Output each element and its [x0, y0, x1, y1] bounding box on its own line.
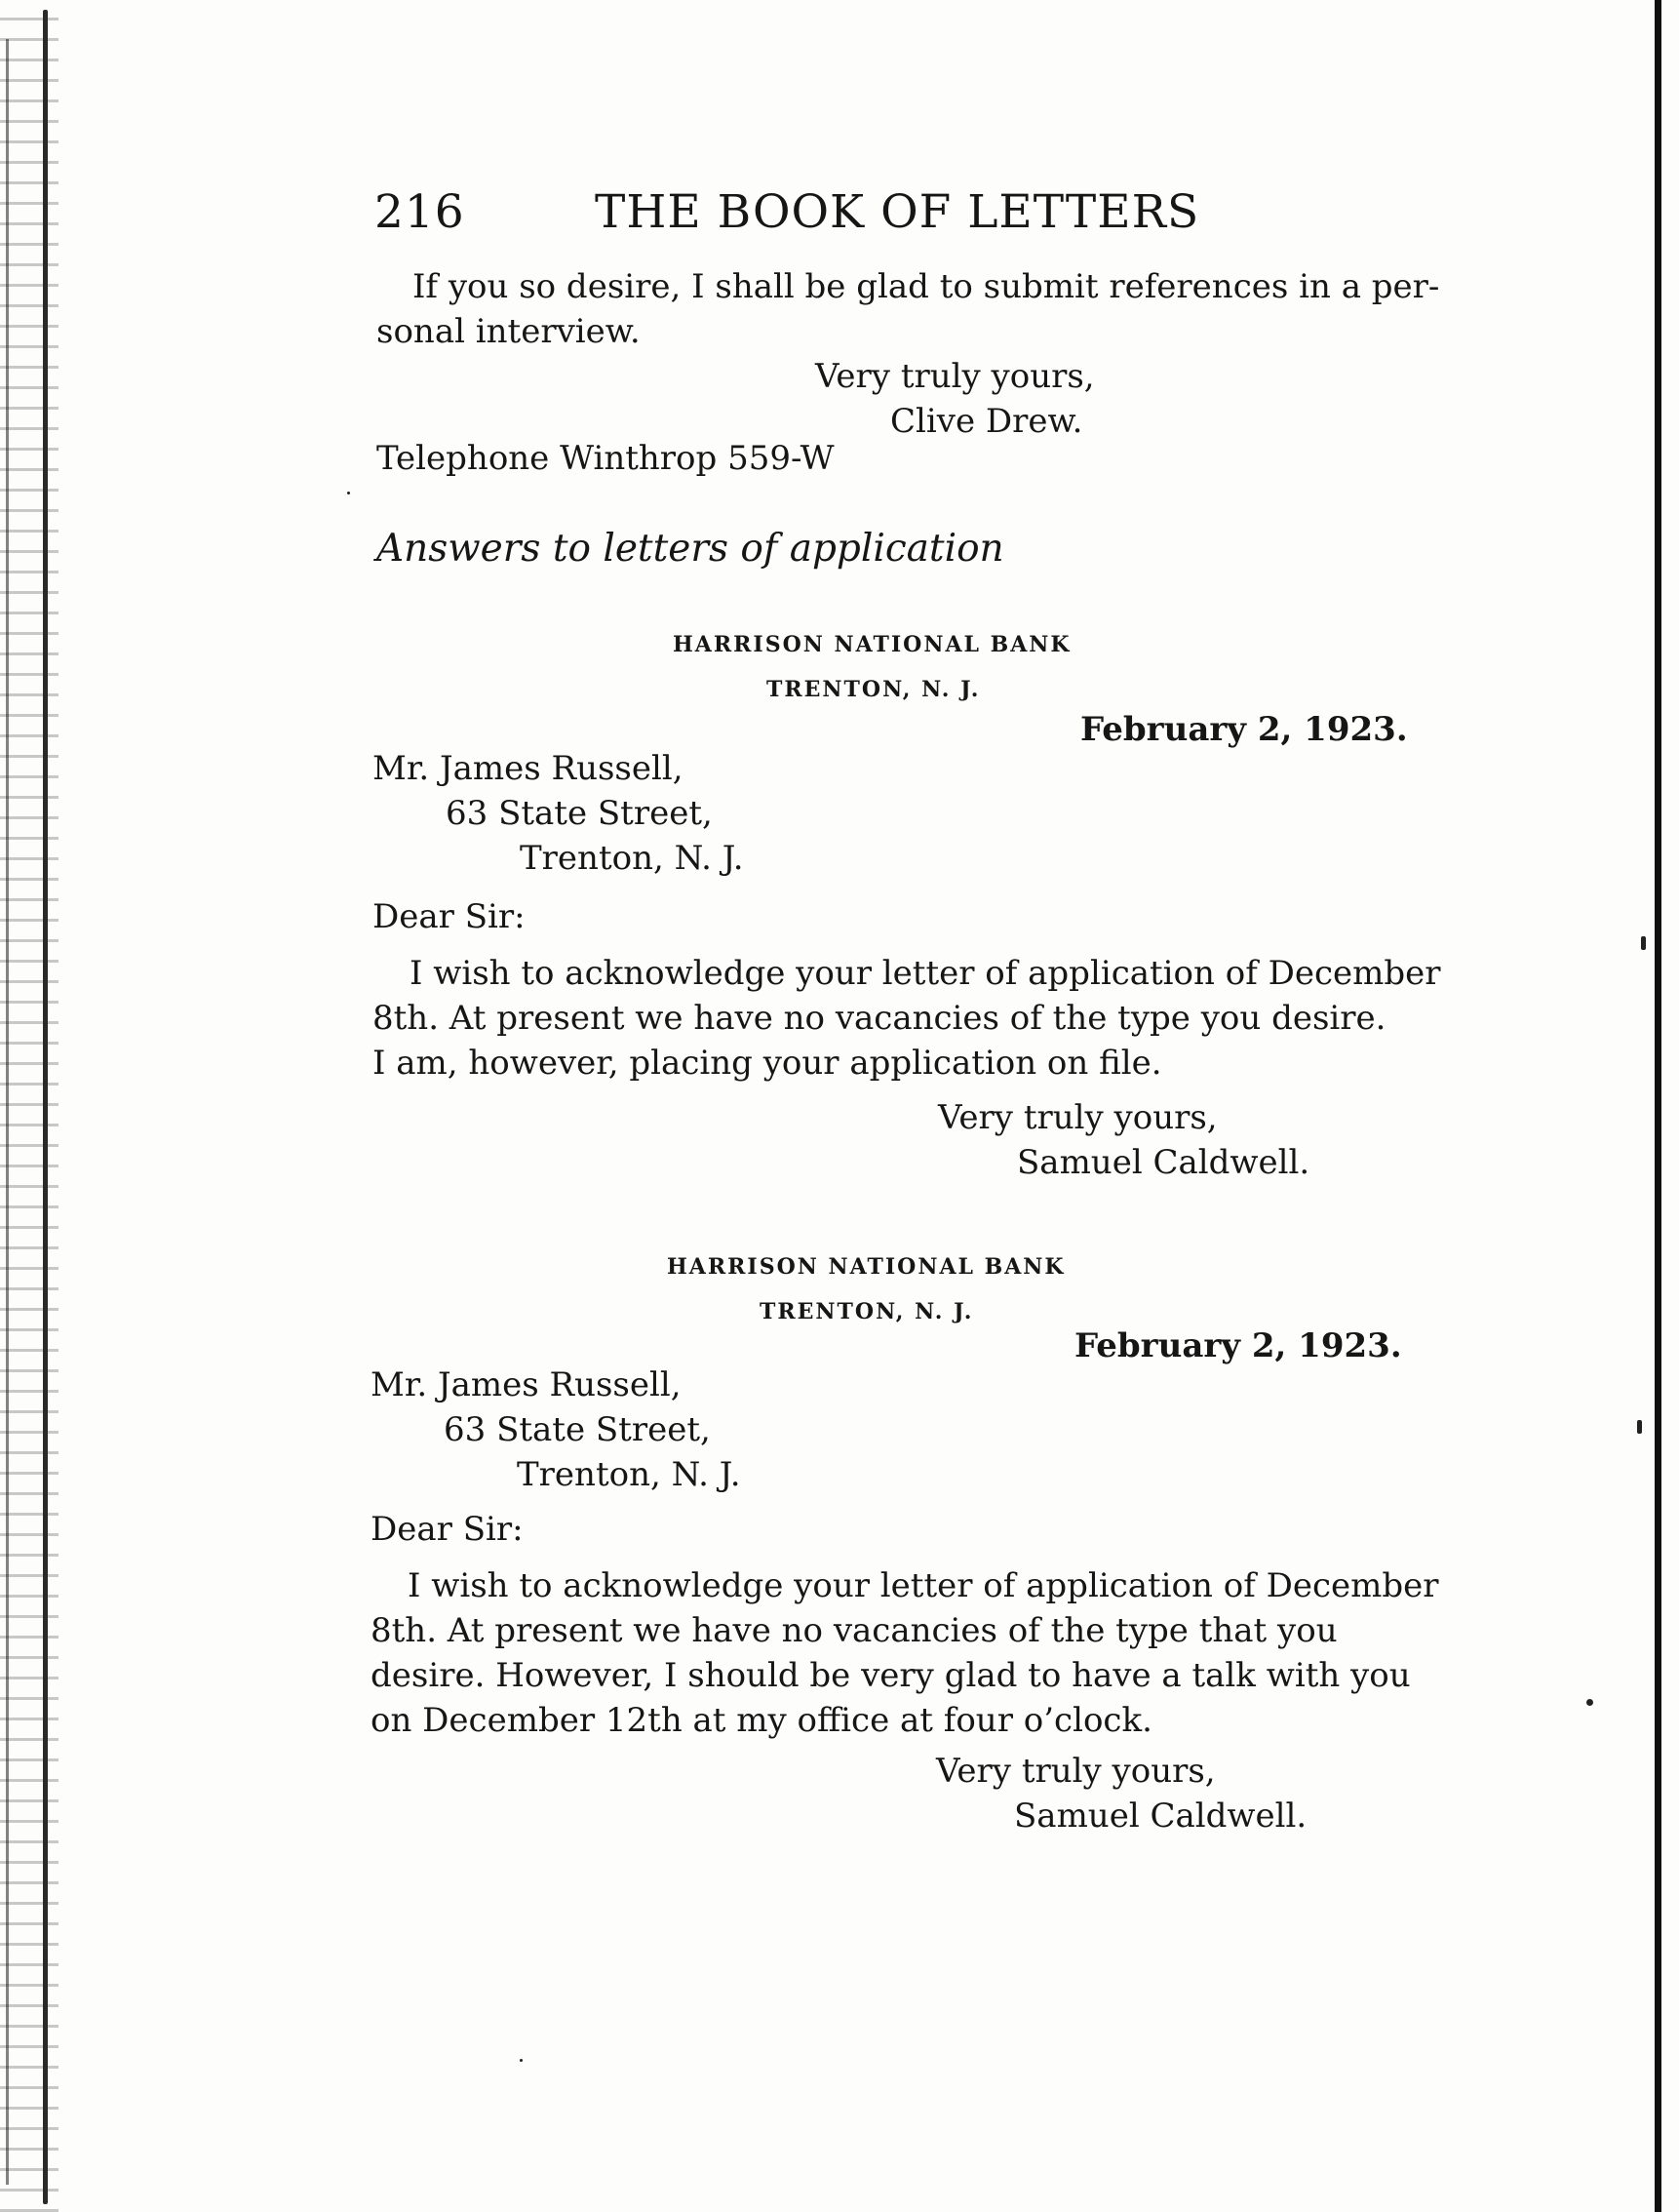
continued-signature: Clive Drew.	[890, 402, 1083, 441]
section-heading: Answers to letters of application	[376, 527, 1004, 571]
scan-speck	[347, 492, 350, 494]
letter-2-letterhead-name: HARRISON NATIONAL BANK	[667, 1254, 1066, 1280]
running-title: THE BOOK OF LETTERS	[595, 185, 1200, 239]
letter-2-closing: Very truly yours,	[936, 1752, 1216, 1791]
binding-shadow-line	[43, 10, 48, 2204]
scan-speck	[1637, 1420, 1642, 1434]
letter-2-salutation: Dear Sir:	[371, 1510, 524, 1549]
letter-2-address-line-3: Trenton, N. J.	[517, 1455, 741, 1494]
scan-speck	[1586, 1699, 1593, 1706]
letter-1-address-line-1: Mr. James Russell,	[372, 749, 683, 788]
letter-2-body-line-3: desire. However, I should be very glad to have a talk with you	[371, 1656, 1411, 1695]
letter-2-body-line-1: I wish to acknowledge your letter of application of December	[408, 1566, 1439, 1605]
binding-edge	[0, 0, 59, 2212]
letter-2-letterhead-city: TRENTON, N. J.	[760, 1299, 974, 1324]
letter-2-body-line-2: 8th. At present we have no vacancies of the type that you	[371, 1611, 1338, 1650]
letter-1-body-line-2: 8th. At present we have no vacancies of the type you desire.	[372, 999, 1386, 1038]
letter-2-address-line-2: 63 State Street,	[444, 1410, 711, 1449]
continued-paragraph-line-2: sonal interview.	[376, 312, 641, 351]
page-number: 216	[374, 185, 465, 239]
letter-1-letterhead-name: HARRISON NATIONAL BANK	[673, 632, 1072, 657]
telephone-line: Telephone Winthrop 559-W	[376, 439, 835, 478]
letter-1-body-line-1: I wish to acknowledge your letter of application of December	[410, 954, 1441, 993]
letter-1-date: February 2, 1923.	[1080, 710, 1408, 749]
continued-closing: Very truly yours,	[815, 357, 1095, 396]
letter-1-closing: Very truly yours,	[938, 1098, 1218, 1137]
continued-paragraph-line-1: If you so desire, I shall be glad to submit references in a per-	[412, 267, 1440, 306]
scan-speck	[1641, 936, 1646, 950]
page-right-edge	[1655, 0, 1661, 2212]
letter-1-letterhead-city: TRENTON, N. J.	[766, 677, 981, 702]
letter-1-signature: Samuel Caldwell.	[1017, 1143, 1310, 1182]
binding-shadow-line-outer	[6, 39, 9, 2185]
scan-speck	[520, 2059, 523, 2062]
letter-2-date: February 2, 1923.	[1074, 1326, 1402, 1365]
letter-2-body-line-4: on December 12th at my office at four o’clock.	[371, 1701, 1152, 1740]
letter-1-salutation: Dear Sir:	[372, 897, 526, 936]
letter-1-body-line-3: I am, however, placing your application on file.	[372, 1044, 1162, 1083]
letter-2-address-line-1: Mr. James Russell,	[371, 1365, 682, 1404]
letter-2-signature: Samuel Caldwell.	[1014, 1797, 1308, 1836]
letter-1-address-line-2: 63 State Street,	[446, 794, 713, 833]
letter-1-address-line-3: Trenton, N. J.	[520, 839, 744, 878]
